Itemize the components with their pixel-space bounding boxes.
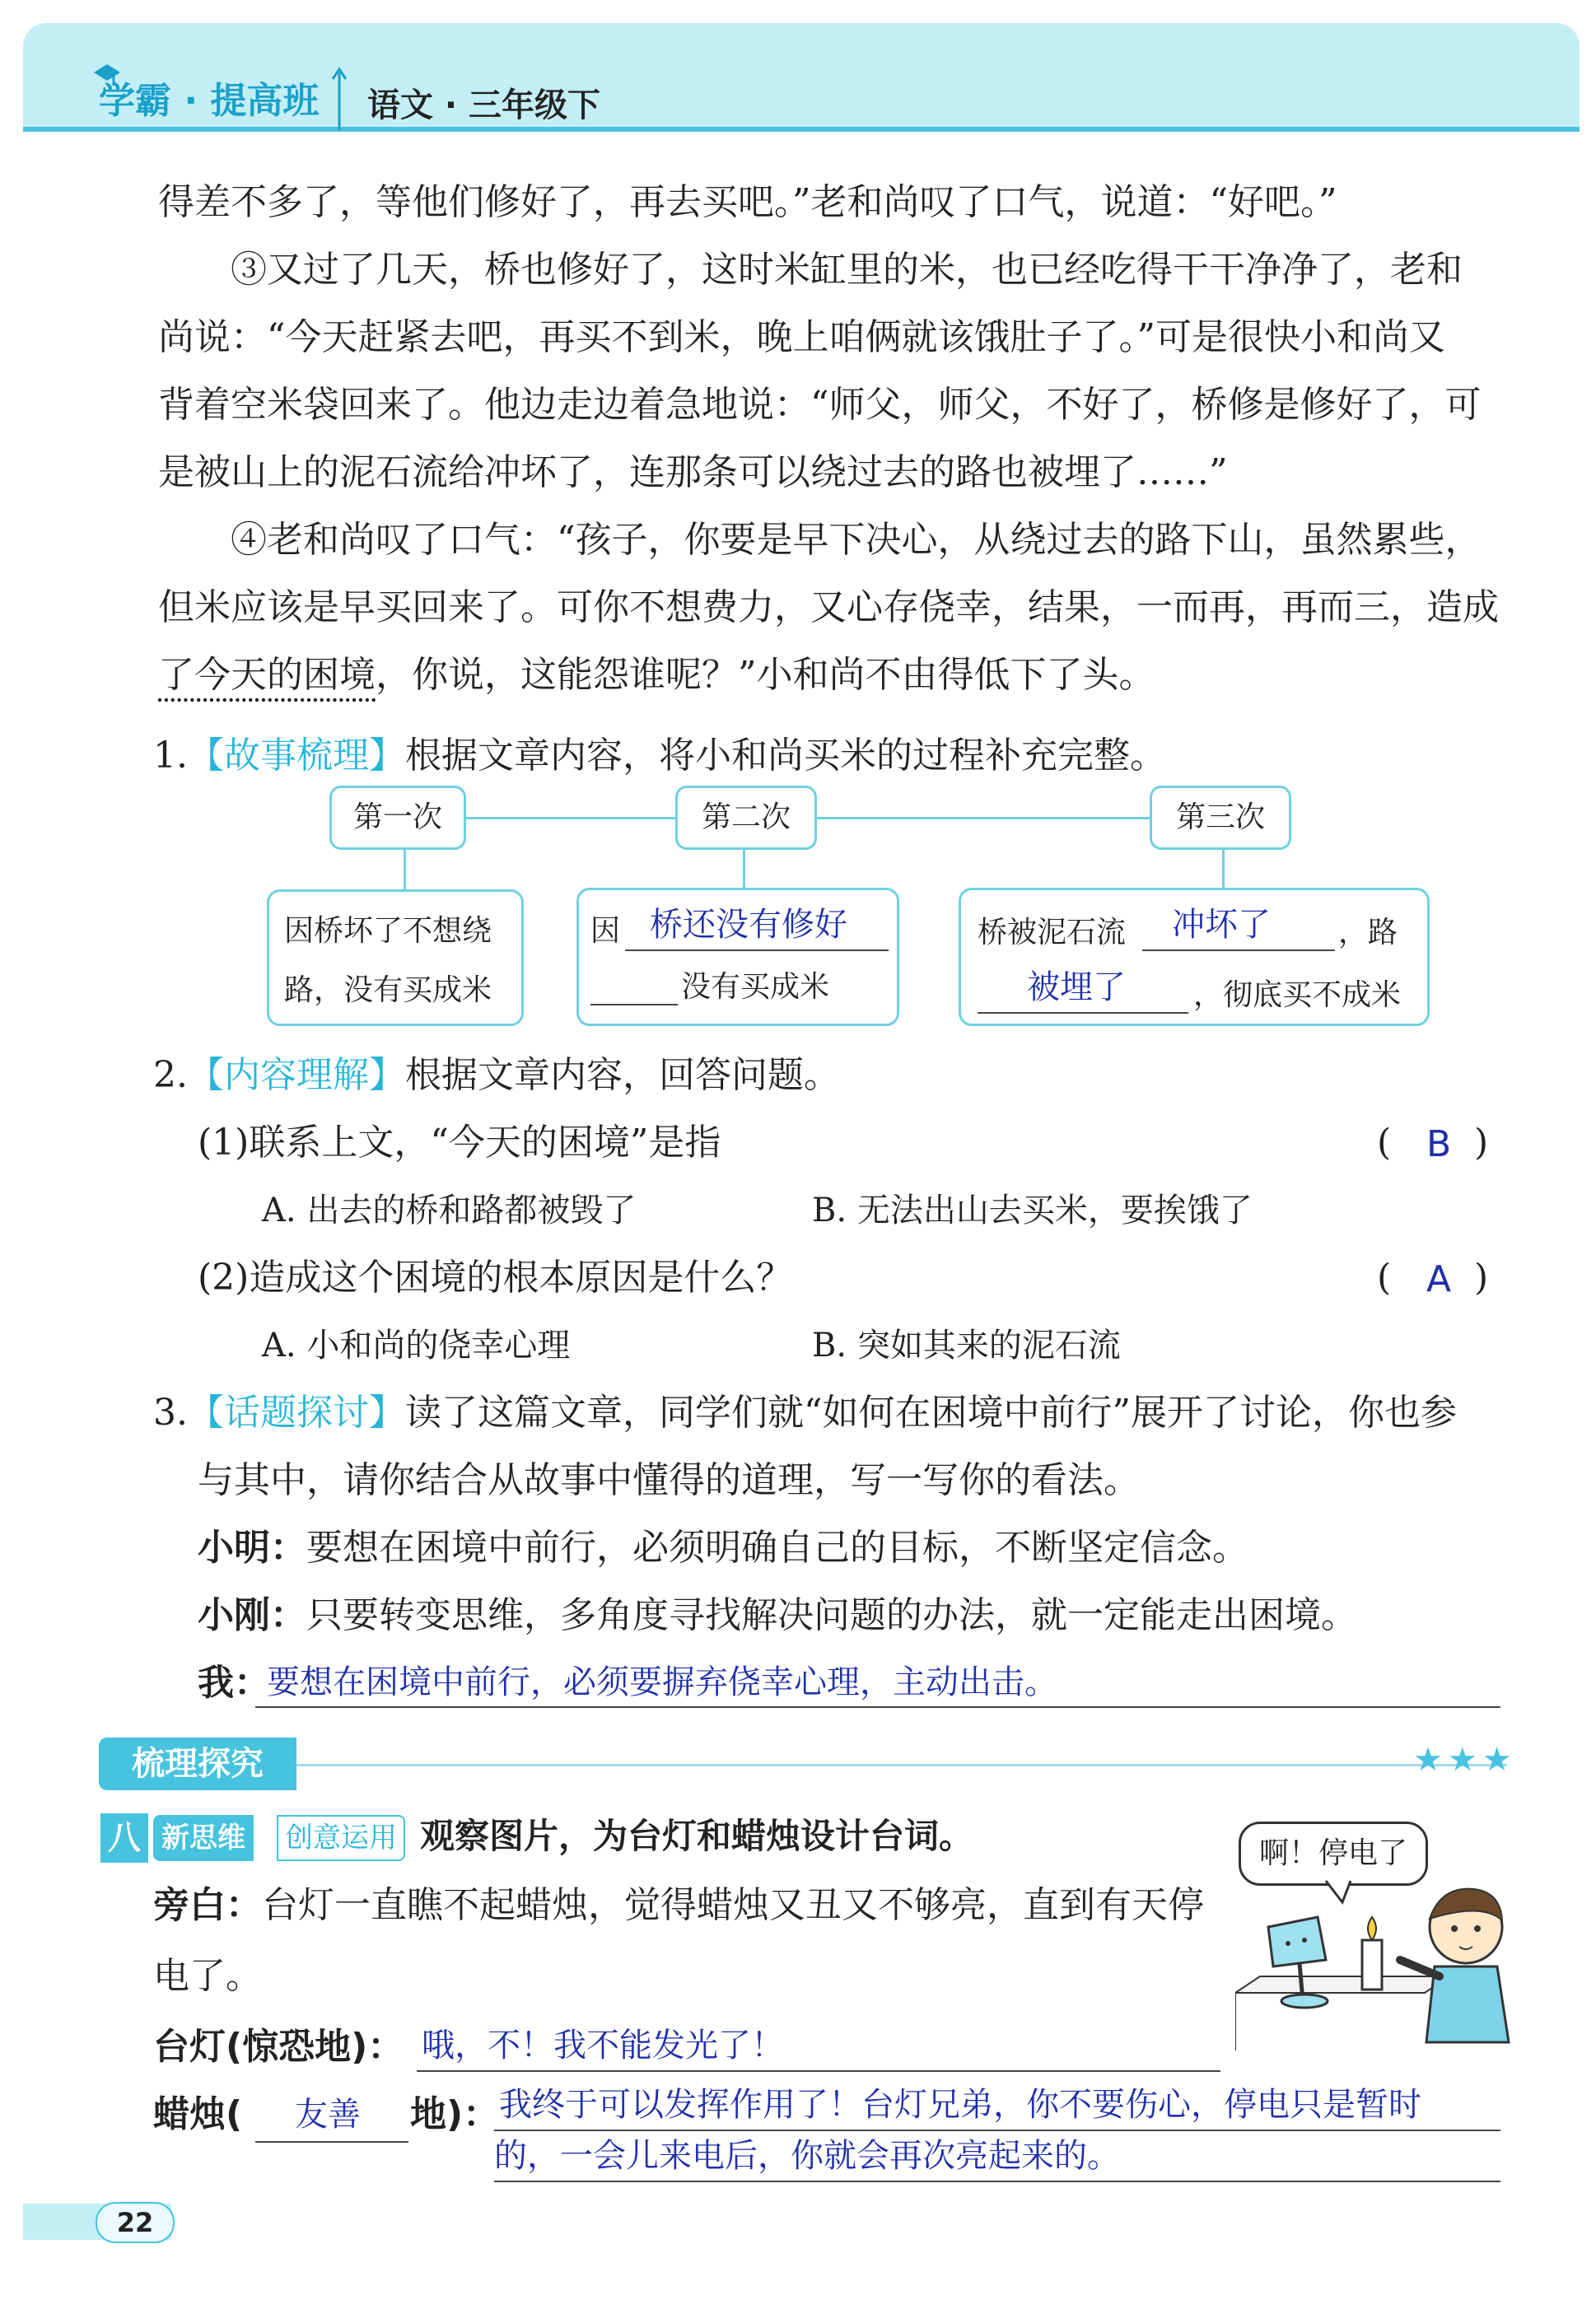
flow-arrow: [1222, 847, 1225, 891]
answer-text: 桥还没有修好: [650, 906, 847, 944]
answer-text: 要想在困境中前行，必须要摒弃侥幸心理，主动出击。: [267, 1663, 1057, 1701]
dotted-phrase: 了今天的困境: [158, 654, 376, 696]
passage-line: 了今天的困境，你说，这能怨谁呢？”小和尚不由得低下了头。: [158, 654, 1155, 696]
me-label: 我：: [198, 1662, 270, 1704]
speech-bubble: 啊！停电了: [1239, 1822, 1428, 1886]
section-title: 梳理探究: [99, 1738, 296, 1790]
lamp-candle-boy-illustration: [1235, 1878, 1512, 2067]
option-b: B. 突如其来的泥石流: [812, 1327, 1121, 1365]
answer-text: 哦，不！我不能发光了！: [422, 2027, 784, 2064]
passage-line: 但米应该是早买回来了。可你不想费力，又心存侥幸，结果，一而再，再而三，造成: [158, 586, 1499, 628]
section-divider: [296, 1764, 1507, 1766]
option-b: B. 无法出山去买米，要挨饿了: [812, 1192, 1253, 1229]
answer-text: 被埋了: [1027, 968, 1126, 1006]
flow-connector: [812, 817, 1150, 819]
step-box-2: 因 桥还没有修好 没有买成米: [576, 888, 899, 1026]
passage-line: 背着空米袋回来了。他边走边着急地说：“师父，师父，不好了，桥修是修好了，可: [158, 384, 1482, 426]
question-8-text: 观察图片，为台灯和蜡烛设计台词。: [420, 1816, 974, 1856]
step-box-1: 因桥坏了不想绕 路，没有买成米: [267, 889, 524, 1026]
option-a: A. 小和尚的侥幸心理: [262, 1327, 571, 1365]
step-first: 第一次: [329, 786, 466, 850]
answer-blank: [494, 2133, 1500, 2182]
blank-line: [590, 1004, 678, 1005]
answer-blank: [494, 2082, 1500, 2131]
xiaoming-opinion: 小明：要想在困境中前行，必须明确自己的目标，不断坚定信念。: [198, 1527, 1248, 1569]
answer-blank: [255, 2090, 408, 2143]
question-2: 2.【内容理解】根据文章内容，回答问题。: [153, 1054, 840, 1096]
passage-line: 得差不多了，等他们修好了，再去买吧。”老和尚叹了口气，说道：“好吧。”: [158, 181, 1337, 223]
narration: 旁白：台灯一直瞧不起蜡烛，觉得蜡烛又丑又不够亮，直到有天停: [153, 1884, 1204, 1926]
question-tag: 【故事梳理】: [187, 735, 405, 777]
passage-line: ③又过了几天，桥也修好了，这时米缸里的米，也已经吃得干干净净了，老和: [231, 249, 1463, 291]
page-number: 22: [96, 2202, 175, 2243]
xiaogang-opinion: 小刚：只要转变思维，多角度寻找解决问题的办法，就一定能走出困境。: [198, 1594, 1357, 1636]
answer-text: 冲坏了: [1172, 906, 1271, 944]
answer-choice: A: [1426, 1258, 1452, 1300]
tag-new-thinking: 新思维: [153, 1815, 254, 1861]
answer-text: 我终于可以发挥作用了！台灯兄弟，你不要伤心，停电只是暂时: [499, 2086, 1421, 2124]
passage-line: 尚说：“今天赶紧去吧，再买不到米，晚上咱俩就该饿肚子了。”可是很快小和尚又: [158, 316, 1445, 358]
question-tag: 【话题探讨】: [187, 1392, 405, 1434]
paren-close: ): [1474, 1122, 1489, 1164]
tag-creative-use: 创意运用: [277, 1815, 405, 1861]
answer-text: 的，一会儿来电后，你就会再次亮起来的。: [494, 2137, 1120, 2175]
answer-blank: [255, 1660, 1500, 1708]
arrow-up-icon: [329, 66, 349, 132]
step-box-3: 桥被泥石流 冲坏了 ，路 被埋了 ，彻底买不成米: [959, 888, 1430, 1026]
question-2-2: (2)造成这个困境的根本原因是什么？: [198, 1257, 793, 1299]
answer-blank: [417, 2022, 1220, 2072]
paren-open: (: [1377, 1257, 1392, 1299]
answer-blank: [1142, 903, 1335, 951]
difficulty-stars: ★★★: [1413, 1741, 1517, 1779]
subject-title: 语文 · 三年级下: [367, 86, 601, 124]
flow-arrow: [404, 847, 406, 891]
lamp-label: 台灯(惊恐地)：: [153, 2026, 404, 2068]
step-third: 第三次: [1150, 786, 1291, 850]
answer-blank: [978, 966, 1188, 1014]
candle-label-suffix: 地)：: [410, 2093, 500, 2135]
question-1: 1.【故事梳理】根据文章内容，将小和尚买米的过程补充完整。: [153, 735, 1166, 777]
passage: [158, 178, 1499, 718]
narration-line2: 电了。: [153, 1955, 262, 1997]
answer-choice: B: [1426, 1123, 1452, 1165]
answer-blank: [625, 903, 889, 951]
question-2-1: (1)联系上文，“今天的困境”是指: [198, 1122, 721, 1164]
brand-title: 学霸 · 提高班: [99, 80, 320, 122]
question-number-badge: 八: [100, 1813, 148, 1863]
passage-line: ④老和尚叹了口气：“孩子，你要是早下决心，从绕过去的路下山，虽然累些，: [231, 519, 1482, 561]
candle-label: 蜡烛(: [153, 2093, 243, 2135]
answer-text: 友善: [295, 2096, 361, 2134]
passage-line: 是被山上的泥石流给冲坏了，连那条可以绕过去的路也被埋了……”: [158, 451, 1228, 493]
question-3: 3.【话题探讨】读了这篇文章，同学们就“如何在困境中前行”展开了讨论，你也参: [153, 1392, 1457, 1434]
flow-connector: [461, 817, 675, 819]
question-3-line2: 与其中，请你结合从故事中懂得的道理，写一写你的看法。: [198, 1459, 1140, 1501]
paren-open: (: [1377, 1122, 1392, 1164]
flow-arrow: [743, 847, 745, 891]
question-tag: 【内容理解】: [187, 1054, 405, 1096]
paren-close: ): [1474, 1257, 1489, 1299]
option-a: A. 出去的桥和路都被毁了: [262, 1192, 637, 1229]
step-second: 第二次: [675, 786, 817, 850]
